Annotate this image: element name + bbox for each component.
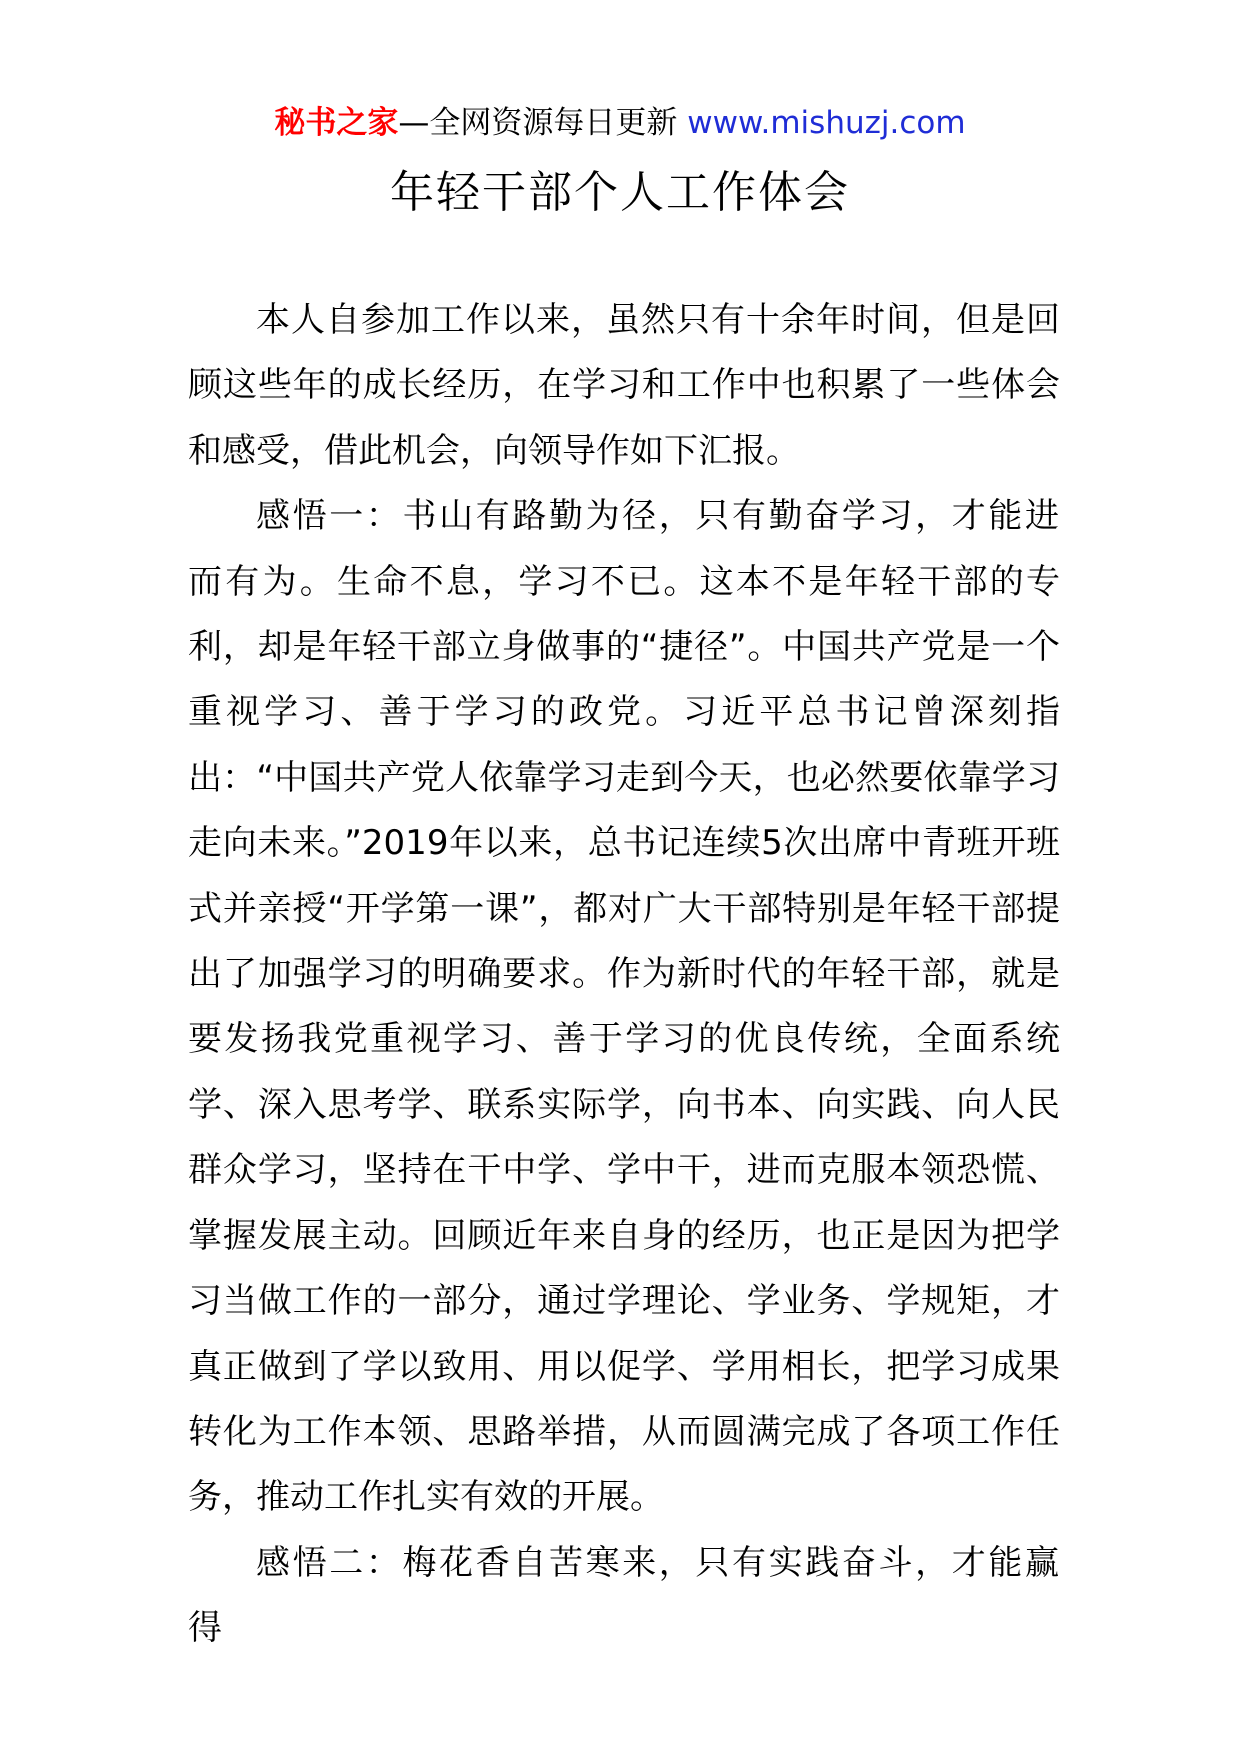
paragraph-insight-one bbox=[188, 484, 1060, 1531]
paragraph-lead: 感悟一：书山有路勤为径，只有勤奋学习，才能进而有为。 bbox=[188, 496, 1060, 602]
site-brand: 秘书之家 bbox=[274, 105, 399, 141]
paragraph-lead: 感悟二：梅花香自苦寒来，只有实践奋斗，才能赢得 bbox=[188, 1542, 1060, 1649]
site-header bbox=[0, 100, 1240, 146]
paragraph-insight-two bbox=[188, 1531, 1060, 1662]
site-url-link[interactable]: www.mishuzj.com bbox=[687, 105, 966, 141]
paragraph-text: 生命不息，学习不已。这本不是年轻干部的专利，却是年轻干部立身做事的“捷径”。中国共产党是一个重视学习、善于学习的政党。习近平总书记曾深刻指出：“中国共产党人依靠学习走到今天，也必然要依靠学习走向未来。”2019年以来，总书记连续5次出席中青班开班式并亲授“开学第一课”，都对广大干部特别是年轻干部提出了加强学习的明确要求。作为新时代的年轻干部，就是要发扬我党重视学习、善于学习的优良传统，全面系统学、深入思考学、联系实际学，向书本、向实践、向人民群众学习，坚持在干中学、学中干，进而克服本领恐慌、掌握发展主动。回顾近年来自身的经历，也正是因为把学习当做工作的一部分，通过学理论、学业务、学规矩，才真正做到了学以致用、用以促学、学用相长，把学习成果转化为工作本领、思路举措，从而圆满完成了各项工作任务，推动工作扎实有效的开展。 bbox=[188, 561, 1061, 1518]
document-title: 年轻干部个人工作体会 bbox=[390, 167, 850, 218]
paragraph-text: 本人自参加工作以来，虽然只有十余年时间，但是回顾这些年的成长经历，在学习和工作中也积累了一些体会和感受，借此机会，向领导作如下汇报。 bbox=[188, 300, 1060, 471]
paragraph-intro bbox=[188, 288, 1060, 484]
document-body bbox=[188, 288, 1060, 1662]
site-tagline: —全网资源每日更新 bbox=[398, 105, 678, 141]
